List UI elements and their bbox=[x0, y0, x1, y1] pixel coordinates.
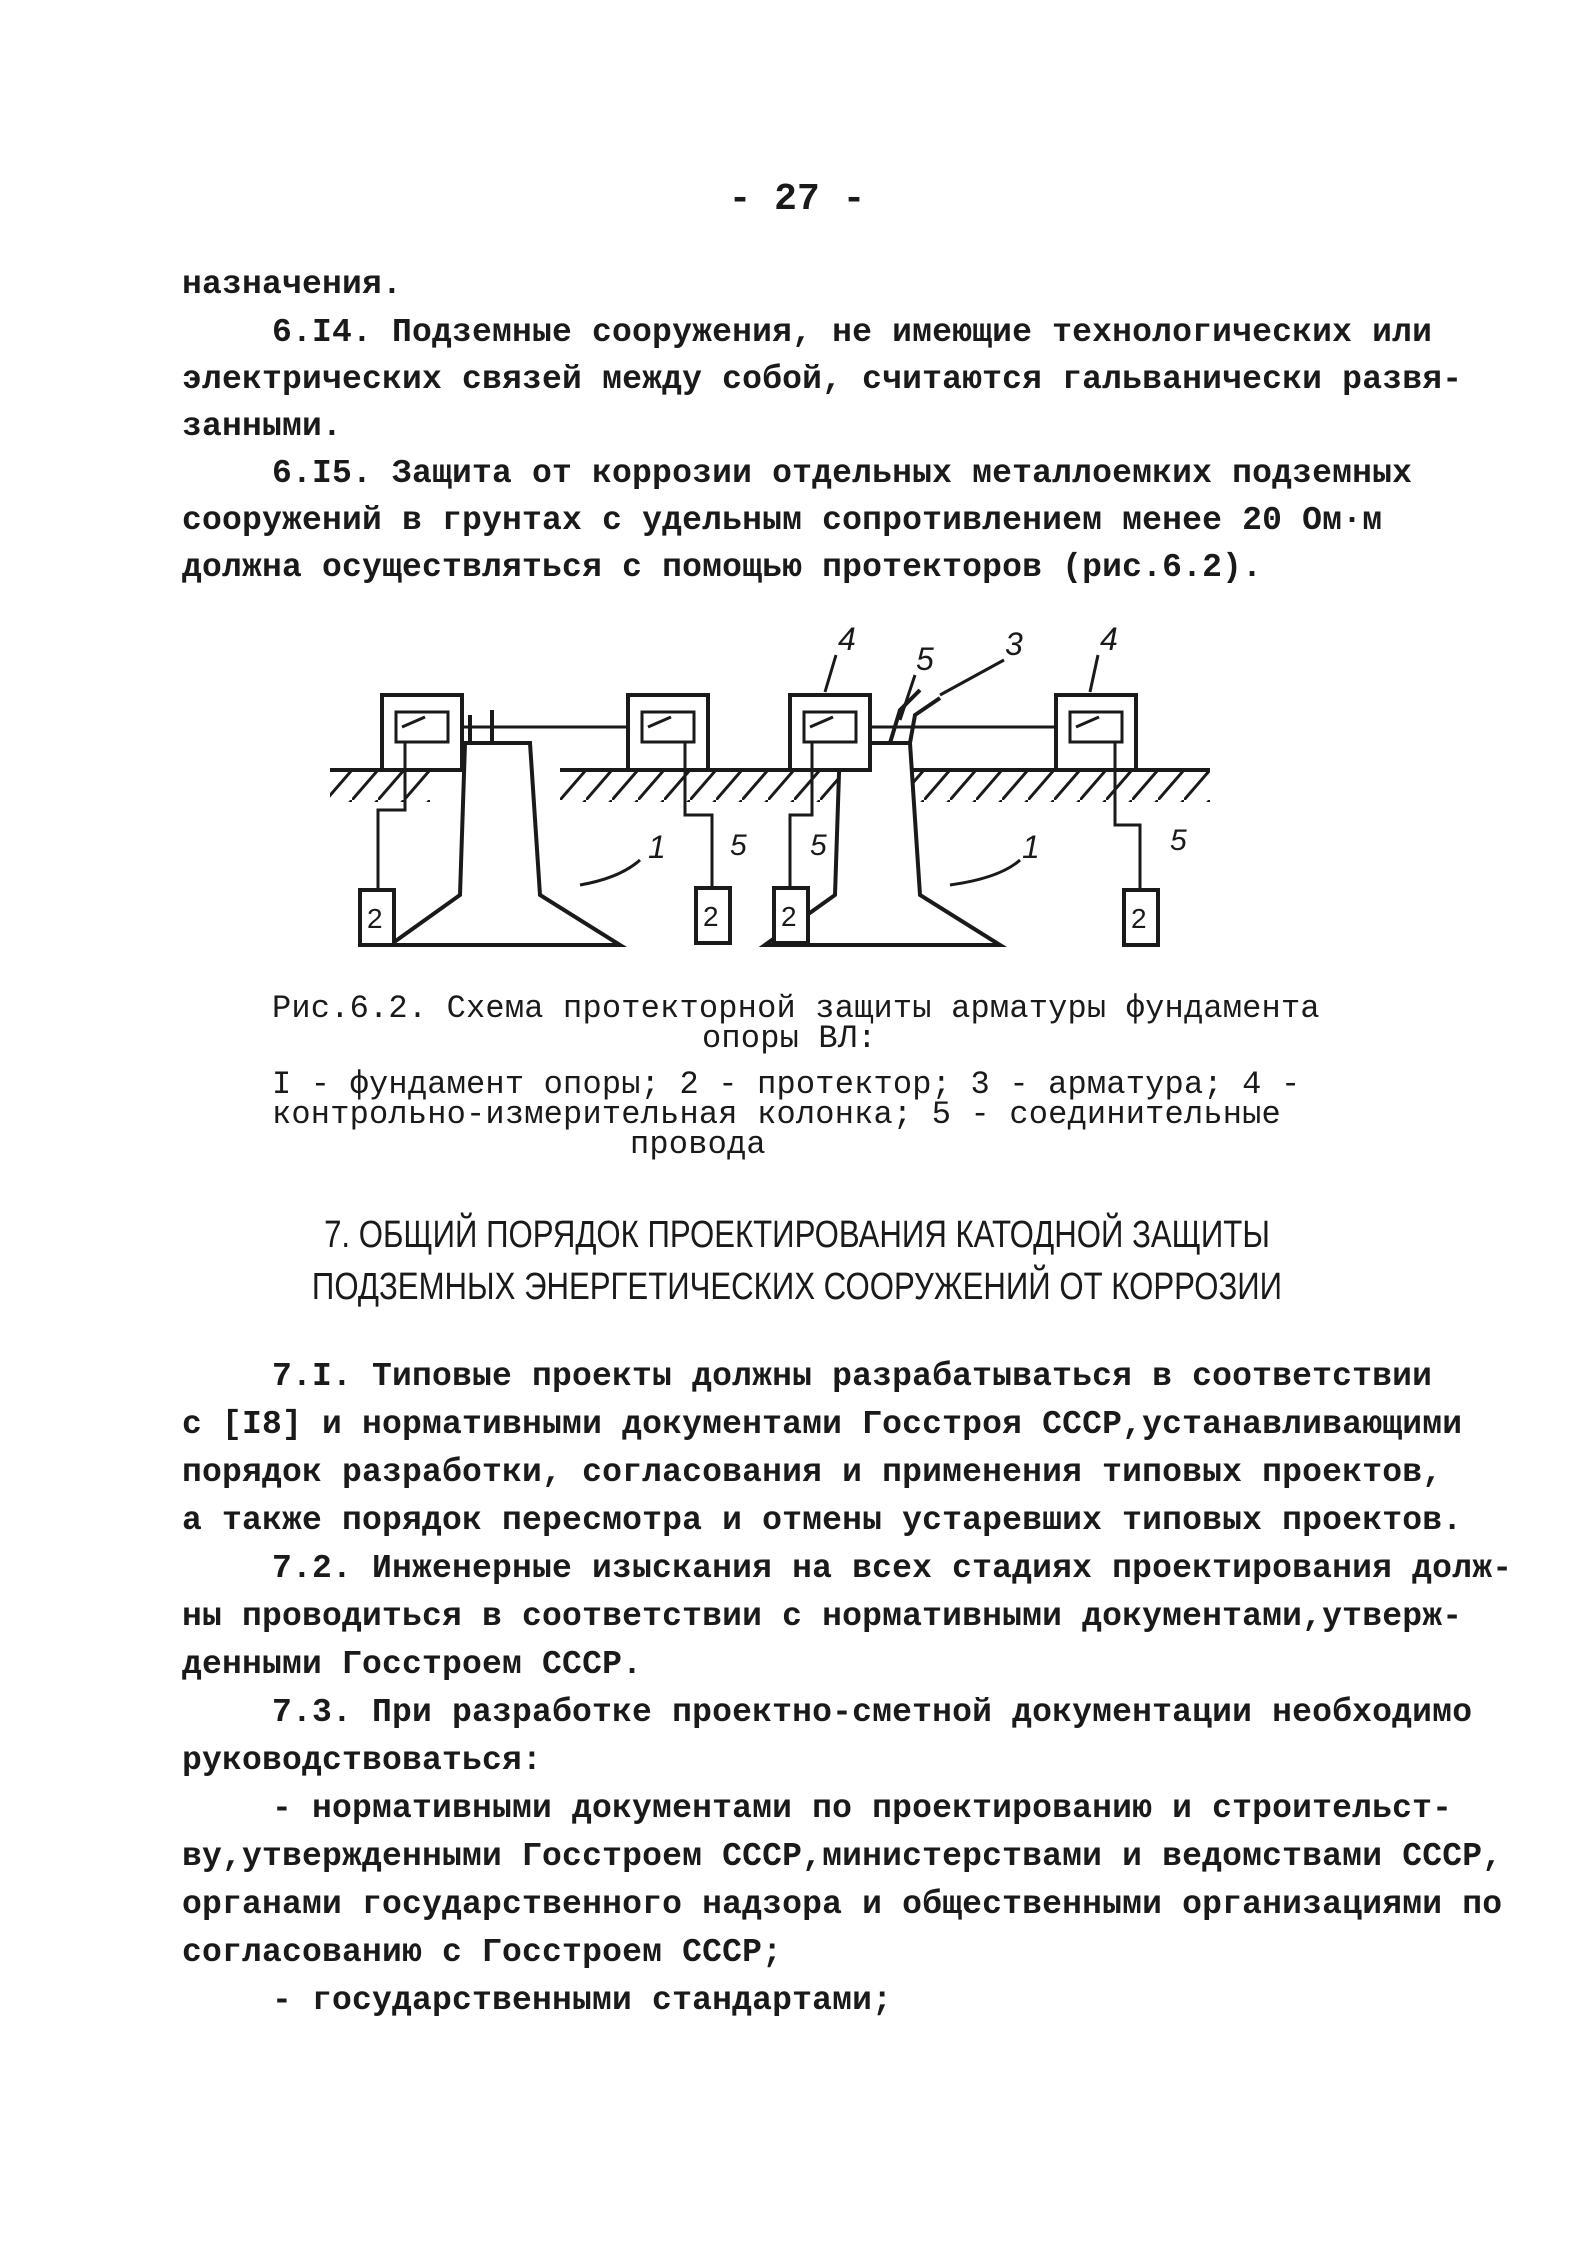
svg-text:2: 2 bbox=[781, 901, 797, 932]
svg-text:2: 2 bbox=[703, 901, 719, 932]
text-line: денными Госстроем СССР. bbox=[182, 1646, 643, 1683]
figure-caption-title: опоры ВЛ: bbox=[702, 1020, 877, 1057]
text-line: а также порядок пересмотра и отмены устаревших типовых проектов. bbox=[182, 1502, 1463, 1539]
text-line: ны проводиться в соответствии с нормативными документами,утверж- bbox=[182, 1598, 1463, 1635]
svg-text:2: 2 bbox=[367, 903, 383, 934]
text-line: занными. bbox=[182, 408, 343, 445]
text-line: сооружений в грунтах с удельным сопротивлением менее 20 Ом·м bbox=[182, 502, 1383, 539]
text-line: руководствоваться: bbox=[182, 1742, 543, 1779]
label-wire-5: 5 bbox=[730, 829, 747, 862]
figure-legend: I - фундамент опоры; 2 - протектор; 3 - арматура; 4 - bbox=[272, 1066, 1301, 1103]
text-line: 7.I. Типовые проекты должны разрабатываться в соответствии bbox=[272, 1358, 1433, 1395]
text-line: согласованию с Госстроем СССР; bbox=[182, 1934, 783, 1971]
figure-legend: провода bbox=[630, 1126, 766, 1163]
text-line: - государственными стандартами; bbox=[272, 1982, 893, 2019]
text-line: порядок разработки, согласования и применения типовых проектов, bbox=[182, 1454, 1443, 1491]
label-foundation-1: 1 bbox=[648, 829, 666, 865]
label-column-4-right: 4 bbox=[1100, 621, 1118, 657]
text-line: должна осуществляться с помощью протекторов (рис.6.2). bbox=[182, 549, 1263, 586]
text-line: 7.2. Инженерные изыскания на всех стадиях проектирования долж- bbox=[272, 1550, 1513, 1587]
text-line: назначения. bbox=[182, 266, 403, 303]
text-line: ву,утвержденными Госстроем СССР,министерствами и ведомствами СССР, bbox=[182, 1838, 1503, 1875]
label-column-4: 4 bbox=[838, 621, 856, 657]
protector-scheme-figure bbox=[300, 620, 1240, 960]
measuring-column bbox=[628, 695, 708, 770]
label-wire-5: 5 bbox=[916, 641, 934, 677]
measuring-column bbox=[382, 695, 462, 770]
protector bbox=[696, 888, 730, 943]
figure-legend: контрольно-измерительная колонка; 5 - соединительные bbox=[272, 1096, 1281, 1133]
page-number: - 27 - bbox=[728, 178, 866, 221]
protector bbox=[1124, 890, 1158, 945]
label-foundation-1-right: 1 bbox=[1022, 829, 1040, 865]
section-heading: ПОДЗЕМНЫХ ЭНЕРГЕТИЧЕСКИХ СООРУЖЕНИЙ ОТ КОРРОЗИИ bbox=[311, 1266, 1283, 1308]
text-line: органами государственного надзора и общественными организациями по bbox=[182, 1886, 1503, 1923]
text-line: 6.I4. Подземные сооружения, не имеющие технологических или bbox=[272, 314, 1433, 351]
text-line: 7.3. При разработке проектно-сметной документации необходимо bbox=[272, 1694, 1473, 1731]
text-line: электрических связей между собой, считаются гальванически развя- bbox=[182, 361, 1463, 398]
measuring-column bbox=[1056, 695, 1136, 770]
figure-caption-title: Рис.6.2. Схема протекторной защиты арматуры фундамента bbox=[272, 990, 1320, 1027]
label-wire-5: 5 bbox=[810, 829, 827, 862]
section-heading: 7. ОБЩИЙ ПОРЯДОК ПРОЕКТИРОВАНИЯ КАТОДНОЙ ЗАЩИТЫ bbox=[324, 1214, 1270, 1256]
protector bbox=[774, 888, 808, 943]
text-line: - нормативными документами по проектированию и строительст- bbox=[272, 1790, 1453, 1827]
text-line: 6.I5. Защита от коррозии отдельных металлоемких подземных bbox=[272, 455, 1413, 492]
measuring-column bbox=[790, 695, 870, 770]
text-line: с [I8] и нормативными документами Госстроя СССР,устанавливающими bbox=[182, 1406, 1463, 1443]
label-wire-5: 5 bbox=[1170, 824, 1187, 857]
label-armature-3: 3 bbox=[1005, 626, 1023, 662]
svg-text:2: 2 bbox=[1131, 903, 1147, 934]
protector bbox=[360, 890, 394, 945]
